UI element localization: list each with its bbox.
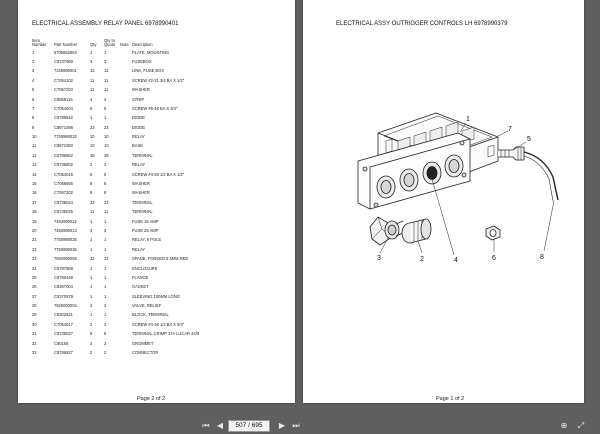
- cell-desc: TERMINAL: [132, 152, 153, 158]
- cell-item: 24: [32, 265, 37, 271]
- push-button: [402, 219, 431, 243]
- cell-qty: 10: [90, 143, 95, 149]
- cell-qto: 2: [104, 340, 107, 346]
- first-page-icon: ⏮: [202, 421, 210, 430]
- cell-item: 22: [32, 246, 37, 252]
- page-title: ELECTRICAL ASSEMBLY RELAY PANEL 6978990401: [32, 21, 179, 27]
- cell-note: [120, 226, 132, 235]
- cell-qty: 8: [90, 181, 93, 187]
- cell-item: 1: [32, 49, 35, 55]
- callout-8: 8: [540, 254, 544, 261]
- callout-1: 1: [466, 116, 470, 123]
- table-row: [32, 133, 201, 142]
- cell-note: [120, 273, 132, 282]
- cell-item: 20: [32, 227, 37, 233]
- cell-desc: SCREW #6-48 BA X 3/4": [132, 105, 178, 111]
- header-qty: Qty: [90, 42, 97, 48]
- cell-desc: GASKET: [132, 284, 149, 290]
- cell-part: C8735025: [54, 209, 73, 215]
- table-row: [32, 292, 201, 301]
- cell-qto: 2: [104, 303, 107, 309]
- cell-note: [120, 114, 132, 123]
- cell-part: 7482990013: [54, 227, 77, 233]
- cell-part: C8869116: [54, 96, 73, 102]
- cell-qto: 1: [104, 237, 107, 243]
- cell-qto: 1: [104, 115, 107, 121]
- cell-part: 7892990065: [54, 256, 77, 262]
- cell-qto: 11: [104, 209, 109, 215]
- zoom-button[interactable]: [558, 420, 570, 431]
- table-row: [32, 302, 201, 311]
- document-page-left: [18, 0, 295, 403]
- fullscreen-icon: ⤢: [577, 421, 585, 430]
- cell-qty: 4: [90, 96, 93, 102]
- callout-6: 6: [492, 255, 496, 262]
- cell-note: [120, 95, 132, 104]
- cell-note: [120, 57, 132, 66]
- cell-qto: 2: [104, 162, 107, 168]
- cell-part: C7067202: [54, 190, 73, 196]
- callout-2: 2: [420, 256, 424, 263]
- cell-item: 8: [32, 115, 35, 121]
- header-note: Note: [120, 42, 129, 48]
- cell-qto: 6: [104, 105, 107, 111]
- table-row: [32, 189, 201, 198]
- table-row: [32, 217, 201, 226]
- fullscreen-button[interactable]: [575, 420, 587, 431]
- callout-4: 4: [454, 257, 458, 264]
- cell-item: 23: [32, 256, 37, 262]
- exploded-parts-diagram: [348, 105, 563, 290]
- cell-note: [120, 311, 132, 320]
- cable: [524, 152, 558, 200]
- lock-nut: [486, 226, 500, 240]
- cell-item: 6: [32, 96, 35, 102]
- cell-qto: 2: [104, 350, 107, 356]
- cell-qty: 8: [90, 190, 93, 196]
- viewer-toolbar: [0, 418, 600, 434]
- cell-note: [120, 48, 132, 57]
- cell-qto: 10: [104, 143, 109, 149]
- cell-qty: 1: [90, 218, 93, 224]
- table-row: [32, 76, 201, 85]
- cell-part: 7926000004: [54, 303, 77, 309]
- table-row: [32, 198, 201, 207]
- table-row: [32, 86, 201, 95]
- cell-qty: 8: [90, 331, 93, 337]
- cell-part: 7345990001: [54, 68, 77, 74]
- document-page-right: [303, 0, 584, 403]
- callout-7: 7: [508, 126, 512, 133]
- page-title: ELECTRICAL ASSY OUTRIGGER CONTROLS LH 6978990379: [336, 21, 508, 27]
- table-row: [32, 283, 201, 292]
- cell-qto: 1: [104, 218, 107, 224]
- cell-qto: 1: [104, 312, 107, 318]
- cell-part: 7750990036: [54, 246, 77, 252]
- cell-part: 7750990035: [54, 237, 77, 243]
- cell-note: [120, 189, 132, 198]
- cell-note: [120, 170, 132, 179]
- cell-part: C8735024: [54, 199, 73, 205]
- cell-qty: 3: [90, 227, 93, 233]
- cell-qto: 11: [104, 87, 109, 93]
- table-row: [32, 273, 201, 282]
- cell-note: [120, 330, 132, 339]
- cell-qto: 6: [104, 171, 107, 177]
- cell-desc: FUSEBOX: [132, 58, 152, 64]
- cell-desc: FUSE 25 AMP: [132, 227, 159, 233]
- cell-qty: 1: [90, 284, 93, 290]
- cell-item: 31: [32, 331, 37, 337]
- cell-part: 7750990032: [54, 134, 77, 140]
- cell-note: [120, 133, 132, 142]
- parts-table: [32, 35, 201, 358]
- first-page-button[interactable]: [200, 420, 212, 431]
- cell-qto: 12: [104, 68, 109, 74]
- cell-item: 14: [32, 171, 37, 177]
- cell-qty: 12: [90, 68, 95, 74]
- table-row: [32, 151, 201, 160]
- cell-qty: 1: [90, 265, 93, 271]
- cell-part: C7054004: [54, 105, 73, 111]
- table-row: [32, 264, 201, 273]
- table-row: [32, 349, 201, 358]
- cell-note: [120, 245, 132, 254]
- cell-desc: BLOCK, TERMINAL: [132, 312, 169, 318]
- cell-qto: 1: [104, 284, 107, 290]
- cell-item: 32: [32, 340, 37, 346]
- cell-desc: FUSE 16 AMP: [132, 218, 159, 224]
- cell-part: C8367004: [54, 284, 73, 290]
- cell-desc: WASHER: [132, 87, 150, 93]
- cell-item: 9: [32, 124, 35, 130]
- next-page-button[interactable]: [276, 420, 288, 431]
- cell-qto: 3: [104, 227, 107, 233]
- cell-item: 2: [32, 58, 35, 64]
- cell-part: C8737960: [54, 58, 73, 64]
- header-item-number: Item Number: [32, 37, 47, 48]
- cell-qty: 38: [90, 152, 95, 158]
- cell-part: C8370979: [54, 293, 73, 299]
- cell-item: 28: [32, 303, 37, 309]
- cell-item: 11: [32, 143, 37, 149]
- cell-item: 30: [32, 321, 37, 327]
- cell-item: 17: [32, 199, 37, 205]
- cell-qto: 1: [104, 293, 107, 299]
- cell-part: C90166: [54, 340, 69, 346]
- table-row: [32, 170, 201, 179]
- cell-note: [120, 320, 132, 329]
- cell-item: 29: [32, 312, 37, 318]
- cell-note: [120, 76, 132, 85]
- cell-note: [120, 208, 132, 217]
- table-row: [32, 67, 201, 76]
- cell-note: [120, 104, 132, 113]
- cell-part: C8787868: [54, 265, 73, 271]
- cell-qto: 38: [104, 152, 109, 158]
- cell-note: [120, 339, 132, 348]
- cell-part: C7054017: [54, 321, 73, 327]
- table-row: [32, 226, 201, 235]
- cell-item: 21: [32, 237, 37, 243]
- cell-desc: WASHER: [132, 181, 150, 187]
- table-row: [32, 123, 201, 132]
- cell-desc: ENCLOSURE: [132, 265, 158, 271]
- cell-note: [120, 302, 132, 311]
- header-part-number: Part Number: [54, 42, 78, 48]
- cell-note: [120, 123, 132, 132]
- cell-note: [120, 349, 132, 358]
- table-row: [32, 104, 201, 113]
- cell-item: 15: [32, 181, 37, 187]
- cell-qto: 8: [104, 190, 107, 196]
- table-row: [32, 142, 201, 151]
- cell-part: 7482990012: [54, 218, 77, 224]
- cell-desc: BASE: [132, 143, 143, 149]
- cell-qty: 1: [90, 115, 93, 121]
- cell-qty: 2: [90, 340, 93, 346]
- cell-note: [120, 161, 132, 170]
- cell-qto: 3: [104, 58, 107, 64]
- cell-item: 16: [32, 190, 37, 196]
- table-row: [32, 57, 201, 66]
- next-page-icon: ▶: [278, 421, 286, 430]
- cell-desc: RELAY: [132, 246, 146, 252]
- table-row: [32, 320, 201, 329]
- cell-item: 12: [32, 152, 37, 158]
- cell-desc: LINK, FUSE BOX: [132, 68, 165, 74]
- cell-qto: 4: [104, 96, 107, 102]
- cell-qty: 23: [90, 124, 95, 130]
- cell-qty: 6: [90, 105, 93, 111]
- cell-qto: 11: [104, 77, 109, 83]
- cell-qty: 6: [90, 171, 93, 177]
- cell-qty: 2: [90, 162, 93, 168]
- cell-part: C8871083: [54, 143, 73, 149]
- cell-note: [120, 255, 132, 264]
- cell-qty: 1: [90, 293, 93, 299]
- cell-item: 19: [32, 218, 37, 224]
- table-row: [32, 330, 201, 339]
- cell-desc: CONNECTOR: [132, 350, 159, 356]
- cell-qty: 11: [90, 87, 95, 93]
- cell-item: 7: [32, 105, 35, 111]
- cell-qto: 1: [104, 274, 107, 280]
- table-row: [32, 236, 201, 245]
- cell-qty: 2: [90, 321, 93, 327]
- table-row: [32, 245, 201, 254]
- header-qty-to-quote: Qty to Quote: [104, 37, 116, 48]
- cell-desc: SCREW #4-38 1/2 BA X 1/2": [132, 171, 185, 177]
- cell-part: C7054102: [54, 77, 73, 83]
- cable-edge: [524, 156, 553, 201]
- cell-item: 10: [32, 134, 37, 140]
- table-row: [32, 208, 201, 217]
- cell-qty: 1: [90, 312, 93, 318]
- cell-part: C8302621: [54, 312, 73, 318]
- cell-desc: WASHER: [132, 190, 150, 196]
- cell-desc: STRIP: [132, 96, 145, 102]
- cell-part: C8871088: [54, 124, 73, 130]
- cell-desc: GROMMET: [132, 340, 154, 346]
- cell-item: 5: [32, 87, 35, 93]
- cell-note: [120, 217, 132, 226]
- page-footer: Page 1 of 2: [436, 396, 465, 402]
- last-page-icon: ⏭: [292, 421, 300, 430]
- cable-gland: [498, 147, 524, 160]
- cell-item: 33: [32, 350, 37, 356]
- cell-note: [120, 151, 132, 160]
- cell-note: [120, 67, 132, 76]
- cell-qty: 22: [90, 256, 95, 262]
- cell-note: [120, 179, 132, 188]
- cell-qto: 23: [104, 199, 109, 205]
- cell-desc: FLANGE: [132, 274, 149, 280]
- cell-desc: SLEEVING 100MM LONG: [132, 293, 181, 299]
- cell-desc: SPADE, FORKED 3.5MM RED: [132, 256, 189, 262]
- cell-qty: 1: [90, 246, 93, 252]
- cell-desc: VALVE, RELIEF: [132, 303, 162, 309]
- cell-qto: 10: [104, 134, 109, 140]
- table-row: [32, 48, 201, 57]
- cell-item: 4: [32, 77, 35, 83]
- cell-part: C8735027: [54, 331, 73, 337]
- cell-qty: 3: [90, 58, 93, 64]
- cell-part: C8736802: [54, 162, 73, 168]
- previous-page-icon: ◀: [216, 421, 224, 430]
- cell-note: [120, 236, 132, 245]
- cell-note: [120, 86, 132, 95]
- cell-part: 6705892864: [54, 49, 77, 55]
- cell-qto: 1: [104, 49, 107, 55]
- cell-qto: 2: [104, 321, 107, 327]
- callout-3: 3: [377, 255, 381, 262]
- cell-item: 3: [32, 68, 35, 74]
- cell-desc: DIODE: [132, 124, 145, 130]
- table-row: [32, 95, 201, 104]
- cell-item: 27: [32, 293, 37, 299]
- cell-qty: 1: [90, 237, 93, 243]
- cell-qty: 1: [90, 49, 93, 55]
- cell-desc: DIODE: [132, 115, 145, 121]
- cell-item: 25: [32, 274, 37, 280]
- callout-5: 5: [527, 136, 531, 143]
- cell-item: 26: [32, 284, 37, 290]
- cell-qty: 11: [90, 77, 95, 83]
- table-row: [32, 179, 201, 188]
- table-row: [32, 339, 201, 348]
- table-row: [32, 255, 201, 264]
- cell-desc: RELAY, 6 POLE: [132, 237, 162, 243]
- cell-qto: 1: [104, 246, 107, 252]
- cell-desc: TERMINAL: [132, 199, 153, 205]
- header-description: Description: [132, 42, 153, 48]
- page-footer: Page 2 of 2: [137, 396, 166, 402]
- cell-part: C8786542: [54, 115, 73, 121]
- cell-part: C7066665: [54, 181, 73, 187]
- cell-item: 13: [32, 162, 37, 168]
- cell-qty: 1: [90, 274, 93, 280]
- cell-qto: 22: [104, 256, 109, 262]
- cell-part: C8786927: [54, 350, 73, 356]
- cell-desc: RELAY: [132, 134, 146, 140]
- cell-desc: RELAY: [132, 162, 146, 168]
- cell-qto: 8: [104, 181, 107, 187]
- cell-qty: 11: [90, 209, 95, 215]
- cell-desc: SCREW #4-38 1/2 BA X 3/4": [132, 321, 185, 327]
- cell-part: C7054015: [54, 171, 73, 177]
- cell-part: C8780449: [54, 274, 73, 280]
- cell-desc: SCREW #2-31 3/4 BA X 1/2": [132, 77, 185, 83]
- cell-note: [120, 198, 132, 207]
- last-page-button[interactable]: [290, 420, 302, 431]
- cell-note: [120, 142, 132, 151]
- cell-qty: 2: [90, 350, 93, 356]
- cell-qty: 2: [90, 303, 93, 309]
- cell-note: [120, 264, 132, 273]
- previous-page-button[interactable]: [214, 420, 226, 431]
- table-header-row: [32, 35, 201, 48]
- cell-desc: TERMINAL: [132, 209, 153, 215]
- cell-item: 18: [32, 209, 37, 215]
- cell-qto: 1: [104, 265, 107, 271]
- cell-qty: 23: [90, 199, 95, 205]
- cell-part: C7067203: [54, 87, 73, 93]
- table-row: [32, 311, 201, 320]
- table-row: [32, 161, 201, 170]
- cell-desc: TERMINAL CRIMP 17A LUCAR 44/0: [132, 331, 200, 337]
- cell-part: C8786862: [54, 152, 73, 158]
- table-row: [32, 114, 201, 123]
- cell-desc: PLATE, MOUNTING: [132, 49, 170, 55]
- cell-qto: 23: [104, 124, 109, 130]
- cell-note: [120, 292, 132, 301]
- cell-qty: 10: [90, 134, 95, 140]
- cell-qto: 8: [104, 331, 107, 337]
- cell-note: [120, 283, 132, 292]
- zoom-icon: ⊕: [560, 421, 568, 430]
- page-number-input[interactable]: 507 / 695: [228, 420, 270, 432]
